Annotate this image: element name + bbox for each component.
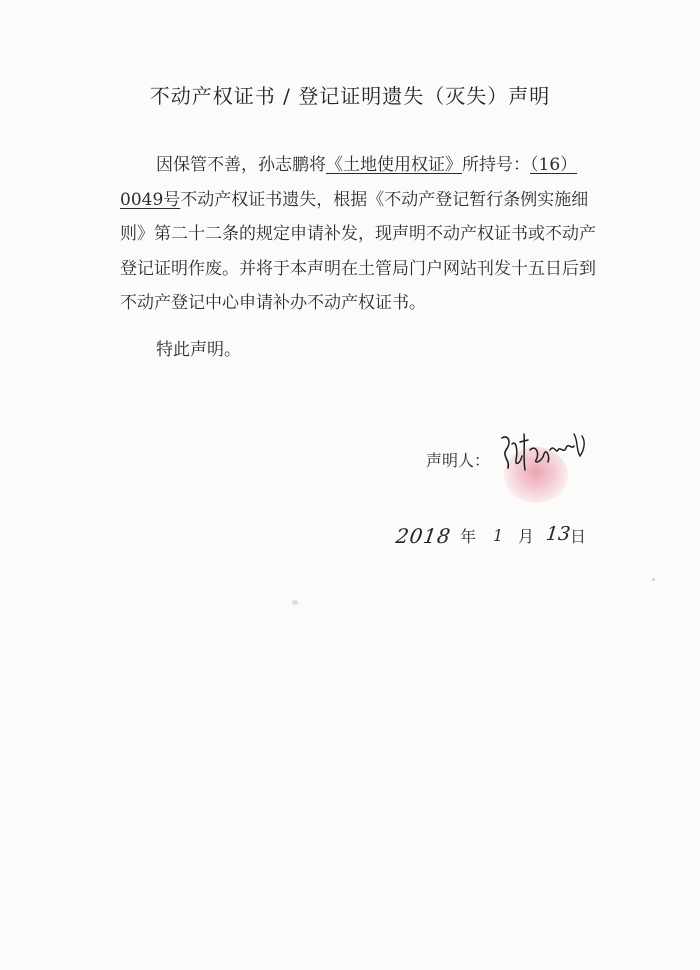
cert-number-suffix: 号 (163, 189, 181, 210)
cert-name: 《土地使用权证》 (326, 155, 462, 175)
date-month-char: 月 (518, 527, 535, 546)
paper-speck (292, 600, 298, 605)
intro-text: 因保管不善，孙志鹏将 (156, 155, 326, 175)
signing-date (396, 520, 616, 560)
date-year: 2018 (394, 524, 453, 548)
declaration-body (120, 148, 612, 321)
document-title: 不动产权证书 / 登记证明遗失（灭失）声明 (149, 84, 551, 108)
declaration-paragraph (120, 148, 612, 321)
date-year-char: 年 (460, 527, 477, 546)
paper-speck (652, 578, 655, 581)
handwritten-signature (494, 420, 594, 480)
paragraph-rest: 不动产权证书遗失，根据《不动产登记暂行条例实施细则》第二十二条的规定申请补发，现声明不动产权证书或不动产登记证明作废。并将于本声明在土管局门户网站刊发十五日后到不动产登记中心申请补办不动产权证书。 (120, 189, 596, 313)
declarant-label: 声明人： (426, 451, 491, 470)
date-month: 1 (493, 526, 504, 545)
closing-statement: 特此声明。 (156, 340, 241, 360)
cert-number-label: 所持号： (462, 155, 530, 175)
date-day-char: 日 (570, 527, 587, 546)
date-day: 13 (544, 523, 572, 545)
cert-number: （16）0049 (120, 155, 578, 210)
